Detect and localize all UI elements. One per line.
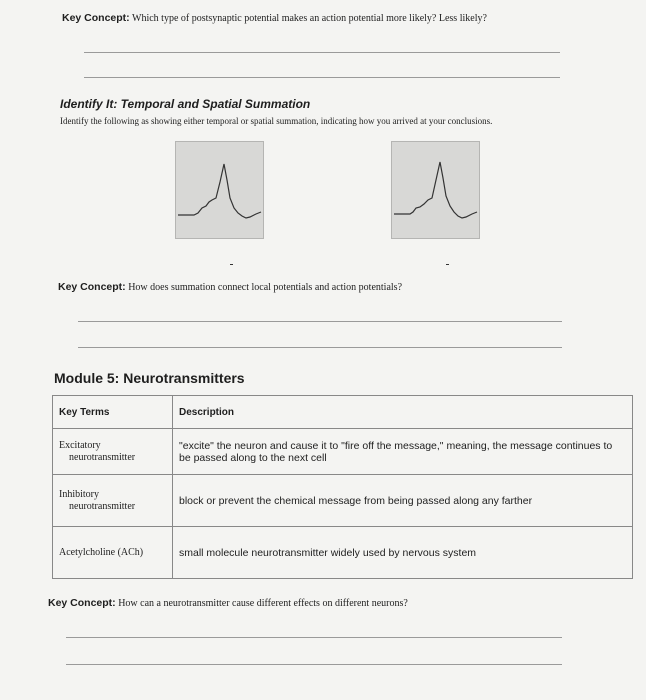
tick-mark xyxy=(230,264,233,265)
description-cell: small molecule neurotransmitter widely used by nervous system xyxy=(173,527,633,579)
description-cell: block or prevent the chemical message from being passed along any farther xyxy=(173,475,633,527)
summation-graph-1 xyxy=(175,141,264,239)
answer-line-3a[interactable] xyxy=(66,637,562,638)
identify-instructions: Identify the following as showing either temporal or spatial summation, indicating how you arrived at your conclusions. xyxy=(60,116,493,126)
answer-line-1b[interactable] xyxy=(84,77,560,78)
key-concept-3-label: Key Concept: xyxy=(48,597,116,609)
key-concept-2 xyxy=(58,281,402,293)
key-concept-2-label: Key Concept: xyxy=(58,281,126,293)
answer-line-2b[interactable] xyxy=(78,347,562,348)
header-key-terms: Key Terms xyxy=(53,396,173,429)
header-description: Description xyxy=(173,396,633,429)
answer-line-1a[interactable] xyxy=(84,52,560,53)
table-row xyxy=(53,527,633,579)
key-concept-1 xyxy=(62,12,487,24)
answer-line-3b[interactable] xyxy=(66,664,562,665)
answer-line-2a[interactable] xyxy=(78,321,562,322)
key-concept-1-question: Which type of postsynaptic potential makes an action potential more likely? Less likely? xyxy=(132,13,487,24)
term-cell xyxy=(53,527,173,579)
term-cell xyxy=(53,475,173,527)
key-concept-1-label: Key Concept: xyxy=(62,12,130,24)
key-concept-3 xyxy=(48,597,408,609)
term-line1: Excitatory xyxy=(59,439,101,451)
key-terms-table xyxy=(52,395,633,579)
table-header-row xyxy=(53,396,633,429)
module-title: Module 5: Neurotransmitters xyxy=(54,370,245,386)
term-line2: neurotransmitter xyxy=(69,500,136,512)
term-cell xyxy=(53,429,173,475)
key-concept-3-question: How can a neurotransmitter cause different effects on different neurons? xyxy=(118,598,408,609)
summation-graph-2 xyxy=(391,141,480,239)
tick-mark xyxy=(446,264,449,265)
graph-1-waveform xyxy=(176,142,263,238)
graph-2-waveform xyxy=(392,142,479,238)
table-row xyxy=(53,429,633,475)
description-cell: "excite" the neuron and cause it to "fire off the message," meaning, the message continues to be passed along to the next cell xyxy=(173,429,633,475)
term-line2: neurotransmitter xyxy=(69,451,136,463)
term-line1: Acetylcholine (ACh) xyxy=(59,546,144,558)
table-row xyxy=(53,475,633,527)
identify-heading: Identify It: Temporal and Spatial Summation xyxy=(60,97,311,111)
key-concept-2-question: How does summation connect local potentials and action potentials? xyxy=(128,282,403,293)
term-line1: Inhibitory xyxy=(59,488,99,500)
